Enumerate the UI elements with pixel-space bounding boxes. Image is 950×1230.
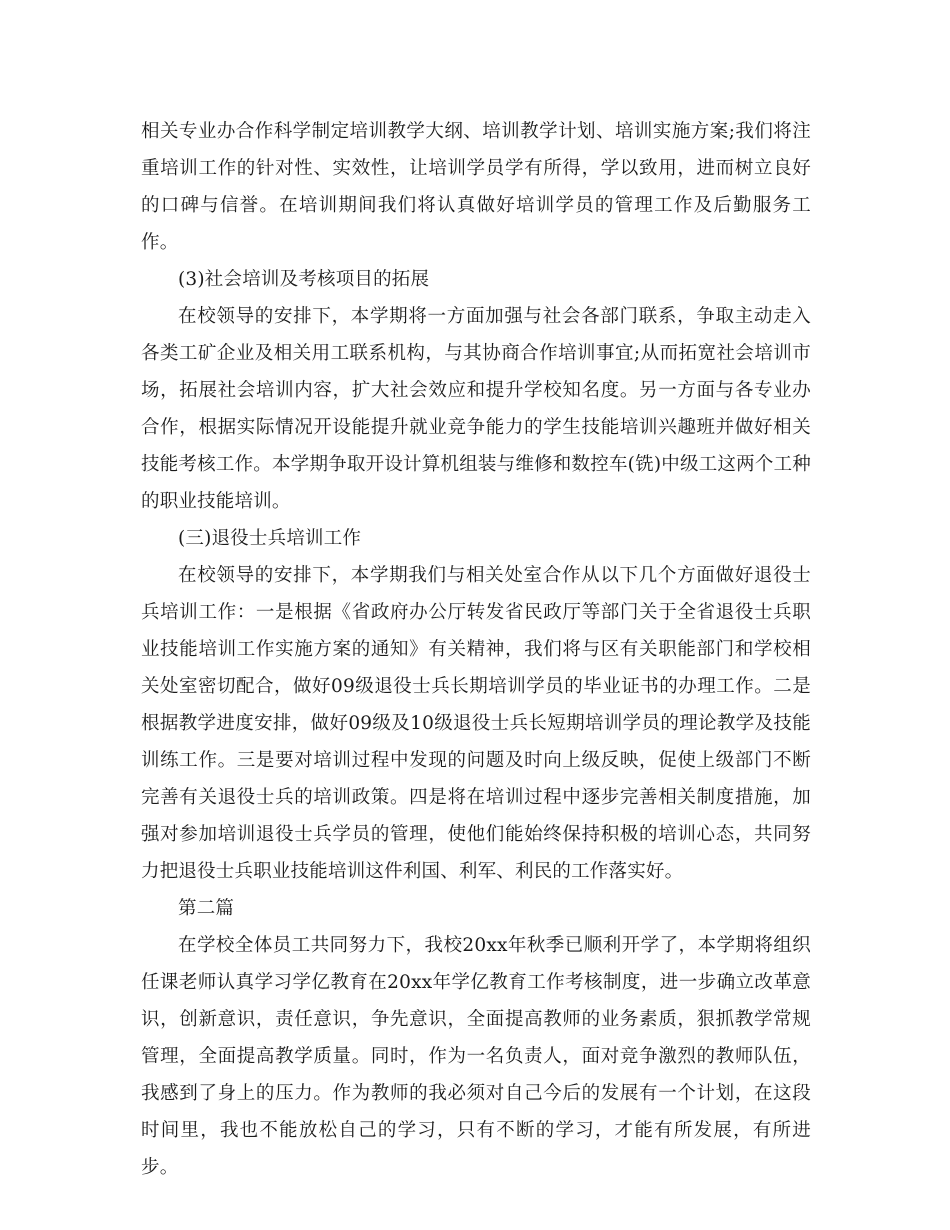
document-body [141,113,811,1186]
paragraph-intro-continuation: 相关专业办合作科学制定培训教学大纲、培训教学计划、培训实施方案;我们将注重培训工作的针对性、实效性，让培训学员学有所得，学以致用，进而树立良好的口碑与信誉。在培训期间我们将认真做好培训学员的管理工作及后勤服务工作。 [141,121,811,253]
section-heading-veteran-training: (三)退役士兵培训工作 [178,528,362,549]
section-heading-social-training: (3)社会培训及考核项目的拓展 [178,269,430,290]
paragraph-social-training: 在校领导的安排下，本学期将一方面加强与社会各部门联系，争取主动走入各类工矿企业及相关用工联系机构，与其协商合作培训事宜;从而拓宽社会培训市场，拓展社会培训内容，扩大社会效应和提升学校知名度。另一方面与各专业办合作，根据实际情况开设能提升就业竞争能力的学生技能培训兴趣班并做好相关技能考核工作。本学期争取开设计算机组装与维修和数控车(铣)中级工这两个工种的职业技能培训。 [141,306,811,512]
section-heading-part-two: 第二篇 [178,898,235,919]
paragraph-part-two: 在学校全体员工共同努力下，我校20xx年秋季已顺利开学了，本学期将组织任课老师认真学习学亿教育在20xx年学亿教育工作考核制度，进一步确立改革意识，创新意识，责任意识，争先意识，全面提高教师的业务素质，狠抓教学常规管理，全面提高教学质量。同时，作为一名负责人，面对竞争激烈的教师队伍，我感到了身上的压力。作为教师的我必须对自己今后的发展有一个计划，在这段时间里，我也不能放松自己的学习，只有不断的学习，才能有所发展，有所进步。 [141,935,811,1178]
paragraph-veteran-training: 在校领导的安排下，本学期我们与相关处室合作从以下几个方面做好退役士兵培训工作：一是根据《省政府办公厅转发省民政厅等部门关于全省退役士兵职业技能培训工作实施方案的通知》有关精神，我们将与区有关职能部门和学校相关处室密切配合，做好09级退役士兵长期培训学员的毕业证书的办理工作。二是根据教学进度安排，做好09级及10级退役士兵长短期培训学员的理论教学及技能训练工作。三是要对培训过程中发现的问题及时向上级反映，促使上级部门不断完善有关退役士兵的培训政策。四是将在培训过程中逐步完善相关制度措施，加强对参加培训退役士兵学员的管理，使他们能始终保持积极的培训心态，共同努力把退役士兵职业技能培训这件利国、利军、利民的工作落实好。 [141,565,811,882]
